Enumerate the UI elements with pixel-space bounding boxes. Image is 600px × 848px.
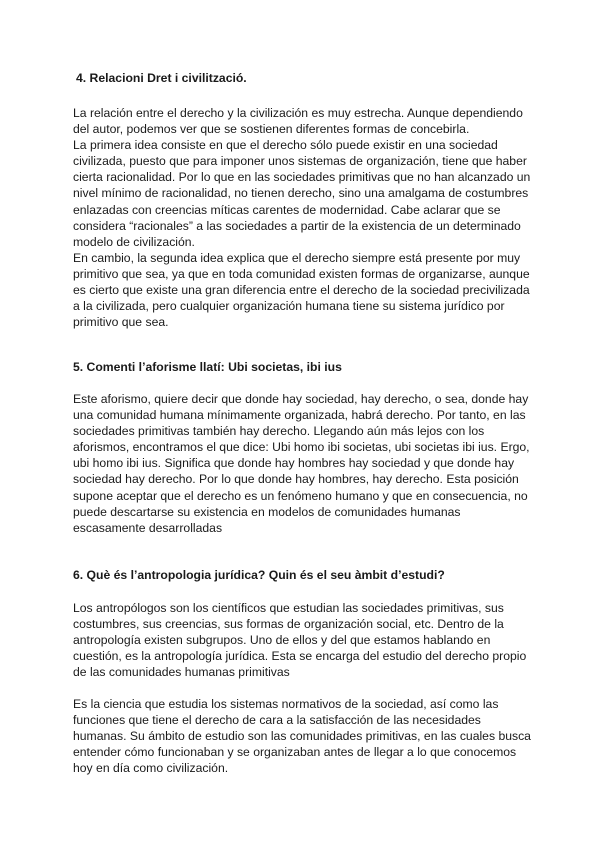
section-4-paragraph: La relación entre el derecho y la civilización es muy estrecha. Aunque dependiendo del autor, podemos ver que se sostienen diferentes formas de concebirla. La primera idea consiste en que el derecho sólo puede existir en una sociedad civilizada, puesto que para imponer unos sistemas de organización, tiene que haber cierta racionalidad. Por lo que en las sociedades primitivas que no han alcanzado un nivel mínimo de racionalidad, no tienen derecho, sino una amalgama de costumbres enlazadas con creencias míticas carentes de modernidad. Cabe aclarar que se considera “racionales” a las sociedades a partir de la existencia de un determinado modelo de civilización. En cambio, la segunda idea explica que el derecho siempre está presente por muy primitivo que sea, ya que en toda comunidad existen formas de organizarse, aunque es cierto que existe una gran diferencia entre el derecho de la sociedad precivilizada a la civilizada, pero cualquier organización humana tiene su sistema jurídico por primitivo que sea. xyxy=(73,106,531,330)
section-6-heading: 6. Què és l’antropologia jurídica? Quin és el seu àmbit d’estudi? xyxy=(73,568,445,582)
section-4-heading: 4. Relacioni Dret i civilització. xyxy=(76,71,247,85)
section-6-paragraph-2: Es la ciencia que estudia los sistemas normativos de la sociedad, así como las funciones que tiene el derecho de cara a la satisfacción de las necesidades humanas. Su ámbito de estudio son las comunidades primitivas, en las cuales busca entender cómo funcionaban y se organizaban antes de llegar a lo que conocemos hoy en día como civilización. xyxy=(73,697,531,776)
section-6-paragraph-1: Los antropólogos son los científicos que estudian las sociedades primitivas, sus costumbres, sus creencias, sus formas de organización social, etc. Dentro de la antropología existen subgrupos. Uno de ellos y del que estamos hablando en cuestión, es la antropología jurídica. Esta se encarga del estudio del derecho propio de las comunidades humanas primitivas xyxy=(73,601,527,680)
section-5-heading: 5. Comenti l’aforisme llatí: Ubi societas, ibi ius xyxy=(73,360,342,374)
section-5-paragraph: Este aforismo, quiere decir que donde hay sociedad, hay derecho, o sea, donde hay una comunidad humana mínimamente organizada, habrá derecho. Por tanto, en las sociedades primitivas también hay derecho. Llegando aún más lejos con los aforismos, encontramos el que dice: Ubi homo ibi societas, ubi societas ibi ius. Ergo, ubi homo ibi ius. Significa que donde hay hombres hay sociedad y que donde hay sociedad hay derecho. Por lo que donde hay hombres, hay derecho. Esta posición supone aceptar que el derecho es un fenómeno humano y que en consecuencia, no puede descartarse su existencia en modelos de comunidades humanas escasamente desarrolladas xyxy=(73,392,530,535)
